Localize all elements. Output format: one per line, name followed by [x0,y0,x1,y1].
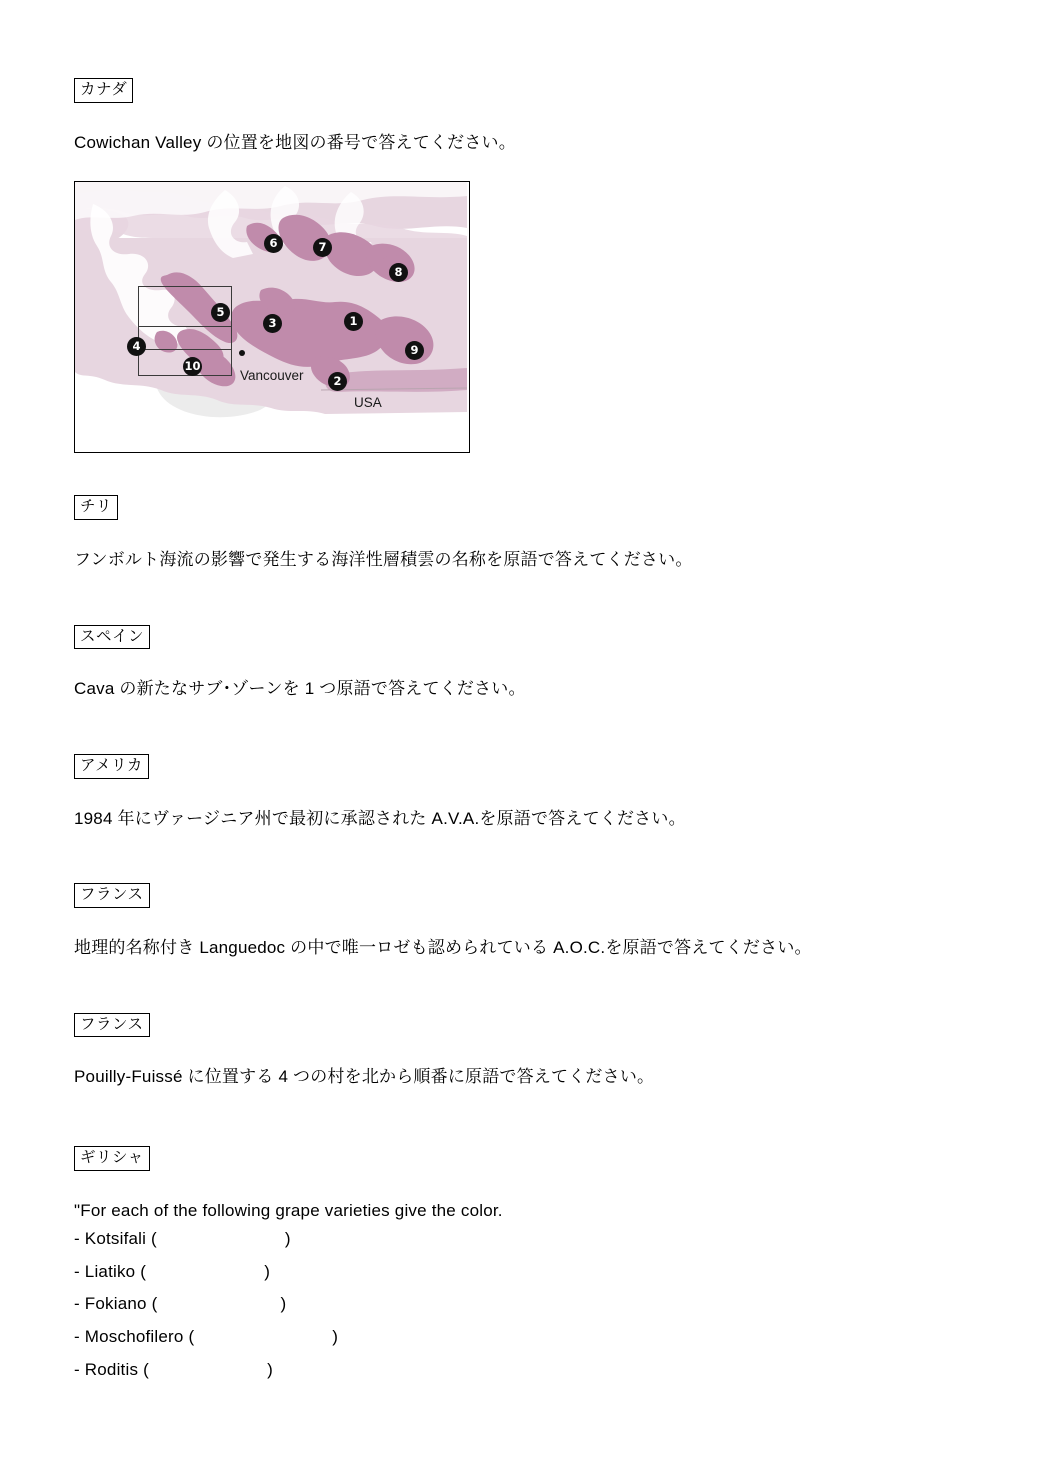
list-item: - Kotsifali ( ) [74,1229,291,1249]
map-label-usa: USA [354,395,382,411]
section-greece [74,1146,964,1386]
map-marker-4[interactable]: 4 [127,337,146,356]
list-item: - Fokiano ( ) [74,1294,287,1314]
section-canada [74,78,964,453]
section-usa [74,754,964,831]
country-tag-canada: カナダ [74,78,133,103]
section-chile [74,495,964,572]
question-text-canada: Cowichan Valley の位置を地図の番号で答えてください。 [74,132,516,152]
map-marker-5[interactable]: 5 [211,303,230,322]
section-france-languedoc [74,883,964,960]
map-marker-3[interactable]: 3 [263,314,282,333]
section-spain [74,625,964,702]
question-text-france-pouilly: Pouilly-Fuissé に位置する 4 つの村を北から順番に原語で答えてください。 [74,1067,655,1087]
country-tag-usa: アメリカ [74,754,149,779]
document-content [74,78,964,1386]
question-text-spain: Cava の新たなサブ･ゾーンを 1 つ原語で答えてください。 [74,679,526,699]
map-marker-6[interactable]: 6 [264,234,283,253]
map-marker-9[interactable]: 9 [405,341,424,360]
list-item: - Moschofilero ( ) [74,1327,339,1347]
map-figure-cowichan [74,181,470,453]
map-marker-7[interactable]: 7 [313,238,332,257]
map-label-vancouver: Vancouver [240,368,304,384]
section-france-pouilly [74,1013,964,1090]
map-marker-1[interactable]: 1 [344,312,363,331]
map-marker-10[interactable]: 10 [183,357,202,376]
greek-variety-list [74,1223,964,1386]
country-tag-france-2: フランス [74,1013,150,1038]
country-tag-france-1: フランス [74,883,150,908]
question-text-greece: "For each of the following grape varieties give the color. [74,1200,503,1220]
list-item: - Liatiko ( ) [74,1261,271,1281]
country-tag-chile: チリ [74,495,118,520]
country-tag-spain: スペイン [74,625,150,650]
list-item: - Roditis ( ) [74,1359,273,1379]
question-text-chile: フンボルト海流の影響で発生する海洋性層積雲の名称を原語で答えてください。 [74,550,693,570]
question-text-france-languedoc: 地理的名称付き Languedoc の中で唯一ロゼも認められている A.O.C.を原語で答えてください。 [74,938,812,958]
map-marker-8[interactable]: 8 [389,263,408,282]
question-text-usa: 1984 年にヴァージニア州で最初に承認された A.V.A.を原語で答えてください。 [74,808,686,828]
map-marker-2[interactable]: 2 [328,372,347,391]
map-canvas [75,182,469,452]
country-tag-greece: ギリシャ [74,1146,150,1171]
